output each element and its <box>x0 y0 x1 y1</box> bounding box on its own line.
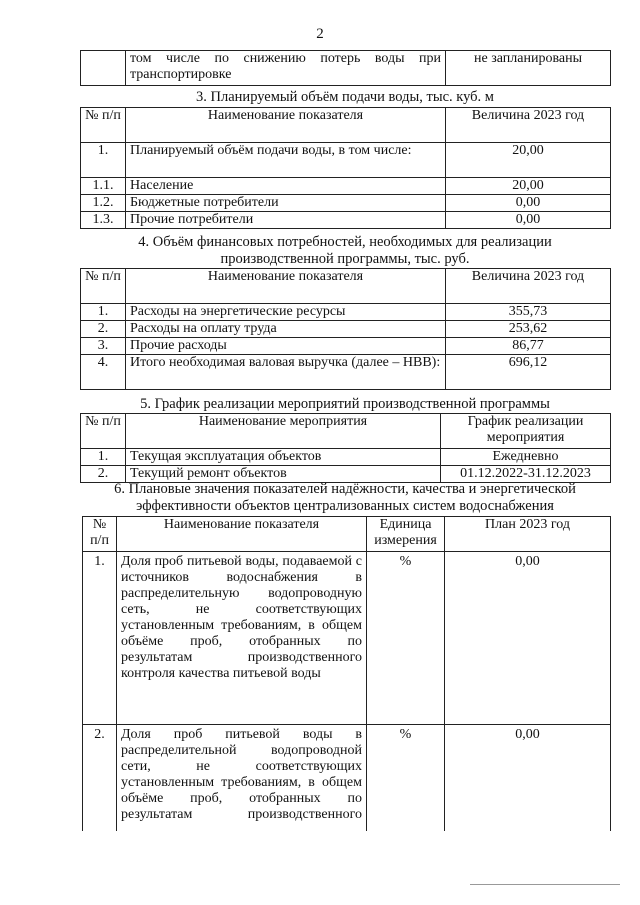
section-4-title: 4. Объём финансовых потребностей, необходимых для реализации производственной программы, тыс. руб. <box>138 234 552 267</box>
row-num: 1. <box>83 552 117 725</box>
row-value: 696,12 <box>446 355 611 390</box>
row-num: 1.2. <box>81 195 126 212</box>
table-header-row <box>81 269 611 304</box>
table-row <box>81 304 611 321</box>
header-value: Величина 2023 год <box>446 108 611 143</box>
row-name: Планируемый объём подачи воды, в том числе: <box>126 143 446 178</box>
row-value: не запланированы <box>446 51 611 86</box>
table-row <box>81 449 611 466</box>
row-num: 1.1. <box>81 178 126 195</box>
row-value: 0,00 <box>446 212 611 229</box>
table-row <box>83 725 611 832</box>
header-value: Величина 2023 год <box>446 269 611 304</box>
row-value: 355,73 <box>446 304 611 321</box>
row-name: Расходы на оплату труда <box>126 321 446 338</box>
header-name: Наименование показателя <box>126 108 446 143</box>
row-num: 4. <box>81 355 126 390</box>
row-plan: 0,00 <box>445 552 611 725</box>
row-name: Текущая эксплуатация объектов <box>126 449 441 466</box>
header-num: № п/п <box>81 269 126 304</box>
row-num: 1. <box>81 304 126 321</box>
header-name: Наименование показателя <box>126 269 446 304</box>
section-3-title: 3. Планируемый объём подачи воды, тыс. куб. м <box>196 89 494 105</box>
header-plan: План 2023 год <box>445 517 611 552</box>
row-name: Итого необходимая валовая выручка (далее – НВВ): <box>126 355 446 390</box>
table-row <box>83 552 611 725</box>
row-num: 2. <box>81 466 126 483</box>
table-row <box>81 143 611 178</box>
table-header-row <box>83 517 611 552</box>
table-row <box>81 321 611 338</box>
row-num: 1. <box>81 449 126 466</box>
row-num: 2. <box>83 725 117 832</box>
header-num: № п/п <box>81 414 126 449</box>
row-name: Население <box>126 178 446 195</box>
row-value: 0,00 <box>446 195 611 212</box>
row-unit: % <box>367 725 445 832</box>
section-5-table <box>80 413 611 483</box>
table-row <box>81 466 611 483</box>
continuation-table <box>80 50 611 86</box>
table-row <box>81 338 611 355</box>
row-name: Прочие потребители <box>126 212 446 229</box>
row-name: Прочие расходы <box>126 338 446 355</box>
row-num: 3. <box>81 338 126 355</box>
row-value: 86,77 <box>446 338 611 355</box>
row-value: 20,00 <box>446 178 611 195</box>
section-6-table <box>82 516 611 831</box>
header-unit: Единица измерения <box>367 517 445 552</box>
section-6-title: 6. Плановые значения показателей надёжности, качества и энергетической эффективности объектов централизованных систем водоснабжения <box>114 481 576 514</box>
row-name: Текущий ремонт объектов <box>126 466 441 483</box>
table-row <box>81 355 611 390</box>
table-header-row <box>81 108 611 143</box>
row-text: том числе по снижению потерь воды при транспортировке <box>126 51 446 86</box>
table-row <box>81 178 611 195</box>
row-num: 2. <box>81 321 126 338</box>
row-unit: % <box>367 552 445 725</box>
row-value: 253,62 <box>446 321 611 338</box>
table-row <box>81 212 611 229</box>
header-value: График реализации мероприятия <box>441 414 611 449</box>
row-name: Расходы на энергетические ресурсы <box>126 304 446 321</box>
header-num: № п/п <box>83 517 117 552</box>
section-4-table <box>80 268 611 390</box>
row-value: Ежедневно <box>441 449 611 466</box>
header-name: Наименование мероприятия <box>126 414 441 449</box>
header-num: № п/п <box>81 108 126 143</box>
section-3-table <box>80 107 611 229</box>
scan-line <box>470 884 620 885</box>
table-row <box>81 51 611 86</box>
section-5-title: 5. График реализации мероприятий производственной программы <box>140 396 550 412</box>
row-name: Доля проб питьевой воды, подаваемой с источников водоснабжения в распределительную водопроводную сеть, не соответствующих установленным требованиям, в общем объёме проб, отобранных по результатам производственного контроля качества питьевой воды <box>117 552 367 725</box>
table-row <box>81 195 611 212</box>
row-value: 20,00 <box>446 143 611 178</box>
row-num: 1. <box>81 143 126 178</box>
table-header-row <box>81 414 611 449</box>
header-name: Наименование показателя <box>117 517 367 552</box>
row-name: Доля проб питьевой воды в распределительной водопроводной сети, не соответствующих установленным требованиям, в общем объёме проб, отобранных по результатам производственного <box>117 725 367 832</box>
row-value: 01.12.2022-31.12.2023 <box>441 466 611 483</box>
row-plan: 0,00 <box>445 725 611 832</box>
row-num: 1.3. <box>81 212 126 229</box>
page-number: 2 <box>316 26 324 42</box>
row-name: Бюджетные потребители <box>126 195 446 212</box>
